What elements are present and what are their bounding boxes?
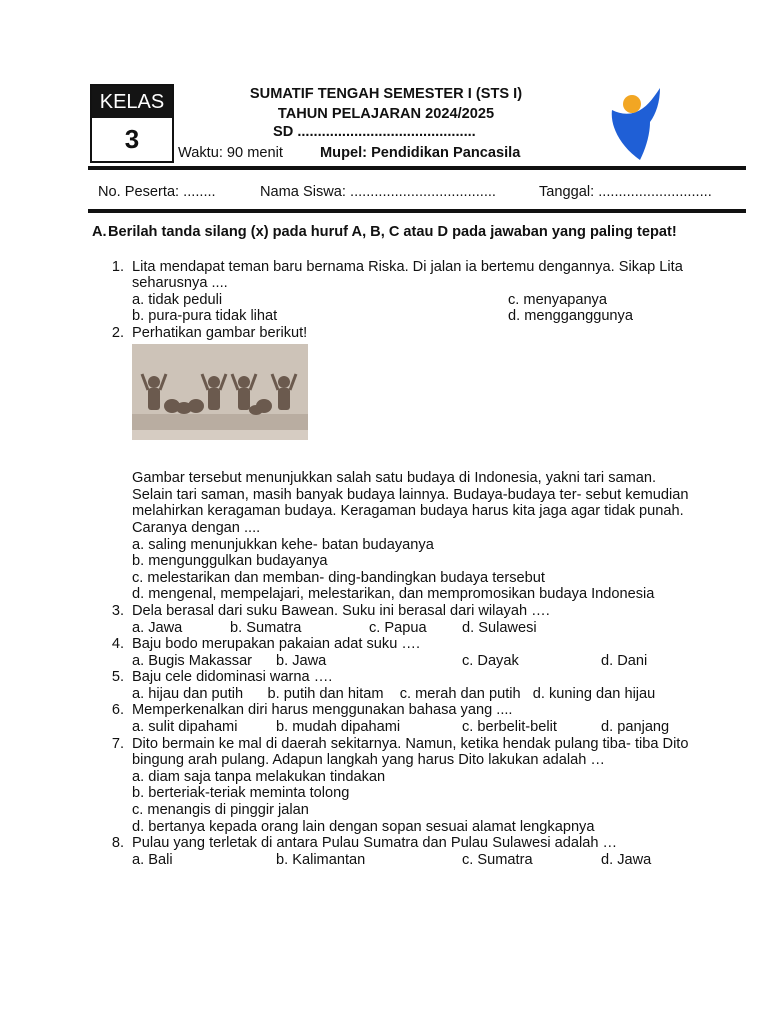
option-a[interactable]: a. tidak peduli — [132, 291, 223, 308]
date-field[interactable]: Tanggal: ............................ — [539, 184, 712, 200]
option-a[interactable]: a. saling menunjukkan kehe- batan budayanya — [132, 536, 434, 553]
student-name-field[interactable]: Nama Siswa: .................................... — [260, 184, 496, 200]
option-b[interactable]: b. Jawa — [276, 652, 327, 669]
kelas-number: 3 — [124, 124, 140, 154]
header-divider-bottom — [88, 209, 746, 213]
question-number: 7. — [111, 735, 124, 752]
section-letter: A. — [92, 224, 107, 240]
section-text: Berilah tanda silang (x) pada huruf A, B, C atau D pada jawaban yang paling tepat! — [108, 224, 677, 240]
person-logo-icon — [606, 86, 666, 162]
question-text: Memperkenalkan diri harus menggunakan bahasa yang .... — [132, 702, 513, 719]
option-c[interactable]: c. menangis di pinggir jalan — [132, 802, 309, 819]
option-b[interactable]: b. Sumatra — [230, 619, 302, 636]
question-3 — [92, 603, 692, 636]
option-d[interactable]: d. mengenal, mempelajari, melestarikan, dan mempromosikan budaya Indonesia — [132, 586, 655, 603]
question-text: Dela berasal dari suku Bawean. Suku ini berasal dari wilayah …. — [132, 602, 550, 619]
question-number: 1. — [111, 258, 124, 275]
question-1 — [92, 259, 692, 325]
option-c[interactable]: c. berbelit-belit — [462, 719, 557, 736]
option-d[interactable]: d. Dani — [601, 652, 648, 669]
option-b[interactable]: b. pura-pura tidak lihat — [132, 308, 278, 325]
option-line[interactable]: a. hijau dan putih b. putih dan hitam c. merah dan putih d. kuning dan hijau — [132, 685, 656, 702]
option-a[interactable]: a. diam saja tanpa melakukan tindakan — [132, 768, 386, 785]
participant-number-field[interactable]: No. Peserta: ........ — [98, 184, 216, 200]
question-text: Baju bodo merupakan pakaian adat suku …. — [132, 636, 421, 653]
kelas-label: KELAS — [92, 86, 172, 118]
option-b[interactable]: b. berteriak-teriak meminta tolong — [132, 785, 350, 802]
question-number: 8. — [111, 835, 124, 852]
header-divider-top — [88, 166, 746, 170]
question-text: Dito bermain ke mal di daerah sekitarnya. Namun, ketika hendak pulang tiba- tiba Dito bingung arah pulang. Adapun langkah yang harus Dito lakukan adalah … — [132, 735, 689, 769]
option-c[interactable]: c. menyapanya — [508, 291, 607, 308]
question-8 — [92, 835, 692, 868]
option-a[interactable]: a. Bali — [132, 851, 173, 868]
question-5 — [92, 669, 692, 702]
question-number: 5. — [111, 669, 124, 686]
question-text: Lita mendapat teman baru bernama Riska. Di jalan ia bertemu dengannya. Sikap Lita seharusnya .... — [132, 258, 683, 292]
option-c[interactable]: c. Papua — [369, 619, 427, 636]
option-a[interactable]: a. Jawa — [132, 619, 183, 636]
exam-title — [176, 84, 596, 124]
question-7 — [92, 736, 692, 836]
saman-dance-photo — [132, 344, 308, 440]
option-b[interactable]: b. mudah dipahami — [276, 719, 401, 736]
question-number: 2. — [111, 324, 124, 341]
question-text: Pulau yang terletak di antara Pulau Sumatra dan Pulau Sulawesi adalah … — [132, 835, 618, 852]
question-2 — [92, 325, 692, 603]
question-4 — [92, 636, 692, 669]
option-d[interactable]: d. panjang — [601, 719, 670, 736]
question-6 — [92, 702, 692, 735]
question-number: 6. — [111, 702, 124, 719]
option-d[interactable]: d. bertanya kepada orang lain dengan sopan sesuai alamat lengkapnya — [132, 818, 595, 835]
subject: Mupel: Pendidikan Pancasila — [320, 145, 521, 161]
option-c[interactable]: c. melestarikan dan memban- ding-bandingkan budaya tersebut — [132, 569, 545, 586]
option-d[interactable]: d. Jawa — [601, 851, 652, 868]
option-d[interactable]: d. Sulawesi — [462, 619, 537, 636]
school-line: SD ............................................ — [273, 124, 476, 140]
question-text: Perhatikan gambar berikut! — [132, 324, 308, 341]
question-text: Baju cele didominasi warna …. — [132, 669, 333, 686]
question-number: 3. — [111, 602, 124, 619]
option-d[interactable]: d. mengganggunya — [508, 308, 633, 325]
time-limit: Waktu: 90 menit — [178, 145, 283, 161]
option-c[interactable]: c. Sumatra — [462, 851, 533, 868]
exam-title-line1: SUMATIF TENGAH SEMESTER I (STS I) — [249, 86, 523, 102]
option-b[interactable]: b. mengunggulkan budayanya — [132, 553, 328, 570]
option-a[interactable]: a. Bugis Makassar — [132, 652, 253, 669]
exam-title-line2: TAHUN PELAJARAN 2024/2025 — [277, 106, 495, 122]
exam-content — [92, 224, 692, 868]
section-a-instruction — [92, 224, 692, 241]
option-a[interactable]: a. sulit dipahami — [132, 719, 238, 736]
option-c[interactable]: c. Dayak — [462, 652, 519, 669]
question-number: 4. — [111, 636, 124, 653]
question-list — [92, 259, 692, 869]
option-b[interactable]: b. Kalimantan — [276, 851, 366, 868]
kelas-box — [90, 84, 174, 163]
question-passage: Gambar tersebut menunjukkan salah satu budaya di Indonesia, yakni tari saman. Selain tari saman, masih banyak budaya lainnya. Budaya-budaya ter- sebut kemudian melahirkan keragaman budaya. Keragaman budaya harus kita jaga agar tidak punah. Caranya dengan .... — [132, 470, 689, 536]
